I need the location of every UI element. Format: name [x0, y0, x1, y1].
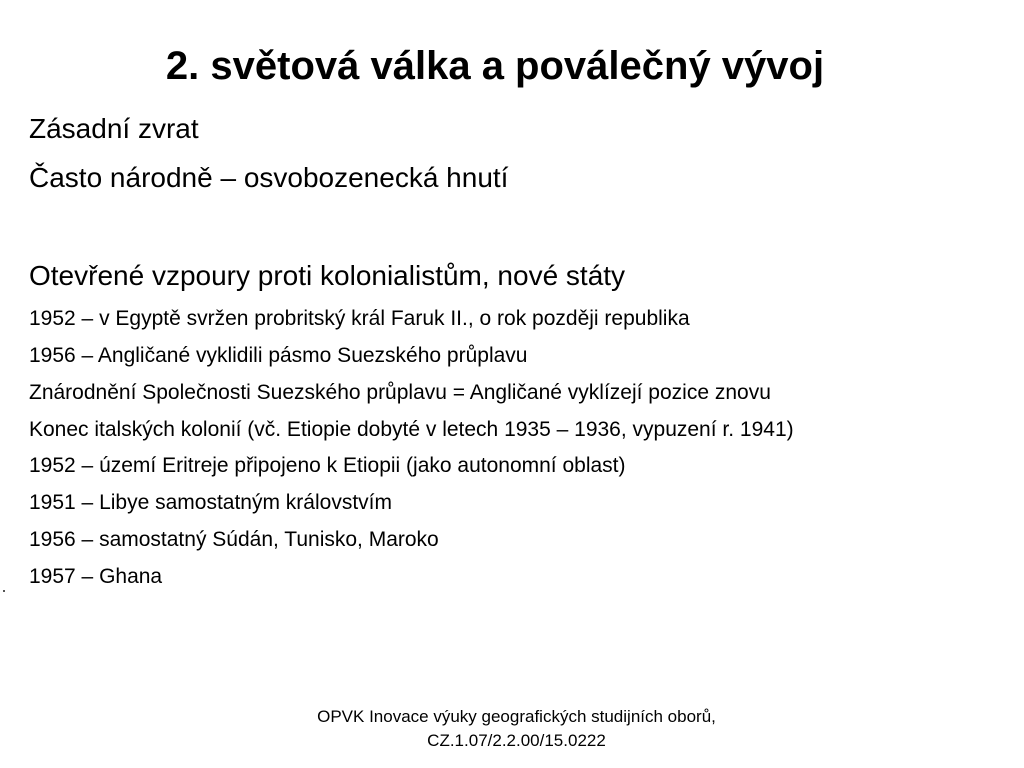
list-item: Konec italských kolonií (vč. Etiopie dobyté v letech 1935 – 1936, vypuzení r. 1941) [29, 418, 794, 441]
list-item: 1956 – Angličané vyklidili pásmo Suezského průplavu [29, 344, 528, 367]
list-item: 1952 – v Egyptě svržen probritský král Faruk II., o rok později republika [29, 307, 690, 330]
footer-line-1: OPVK Inovace výuky geografických studijních oborů, [317, 707, 716, 726]
footer-line-2: CZ.1.07/2.2.00/15.0222 [427, 731, 606, 750]
list-item: 1957 – Ghana [29, 565, 163, 588]
intro-line-1: Zásadní zvrat [29, 113, 199, 144]
slide-title: 2. světová válka a poválečný vývoj [165, 44, 825, 88]
stray-dot [3, 590, 5, 592]
intro-line-2: Často národně – osvobozenecká hnutí [29, 162, 509, 193]
footer [200, 705, 833, 753]
section-heading: Otevřené vzpoury proti kolonialistům, nové státy [29, 260, 626, 291]
list-item: 1952 – území Eritreje připojeno k Etiopii (jako autonomní oblast) [29, 454, 626, 477]
list-item: 1956 – samostatný Súdán, Tunisko, Maroko [29, 528, 439, 551]
list-item: 1951 – Libye samostatným královstvím [29, 491, 392, 514]
list-item: Znárodnění Společnosti Suezského průplavu = Angličané vyklízejí pozice znovu [29, 381, 771, 404]
